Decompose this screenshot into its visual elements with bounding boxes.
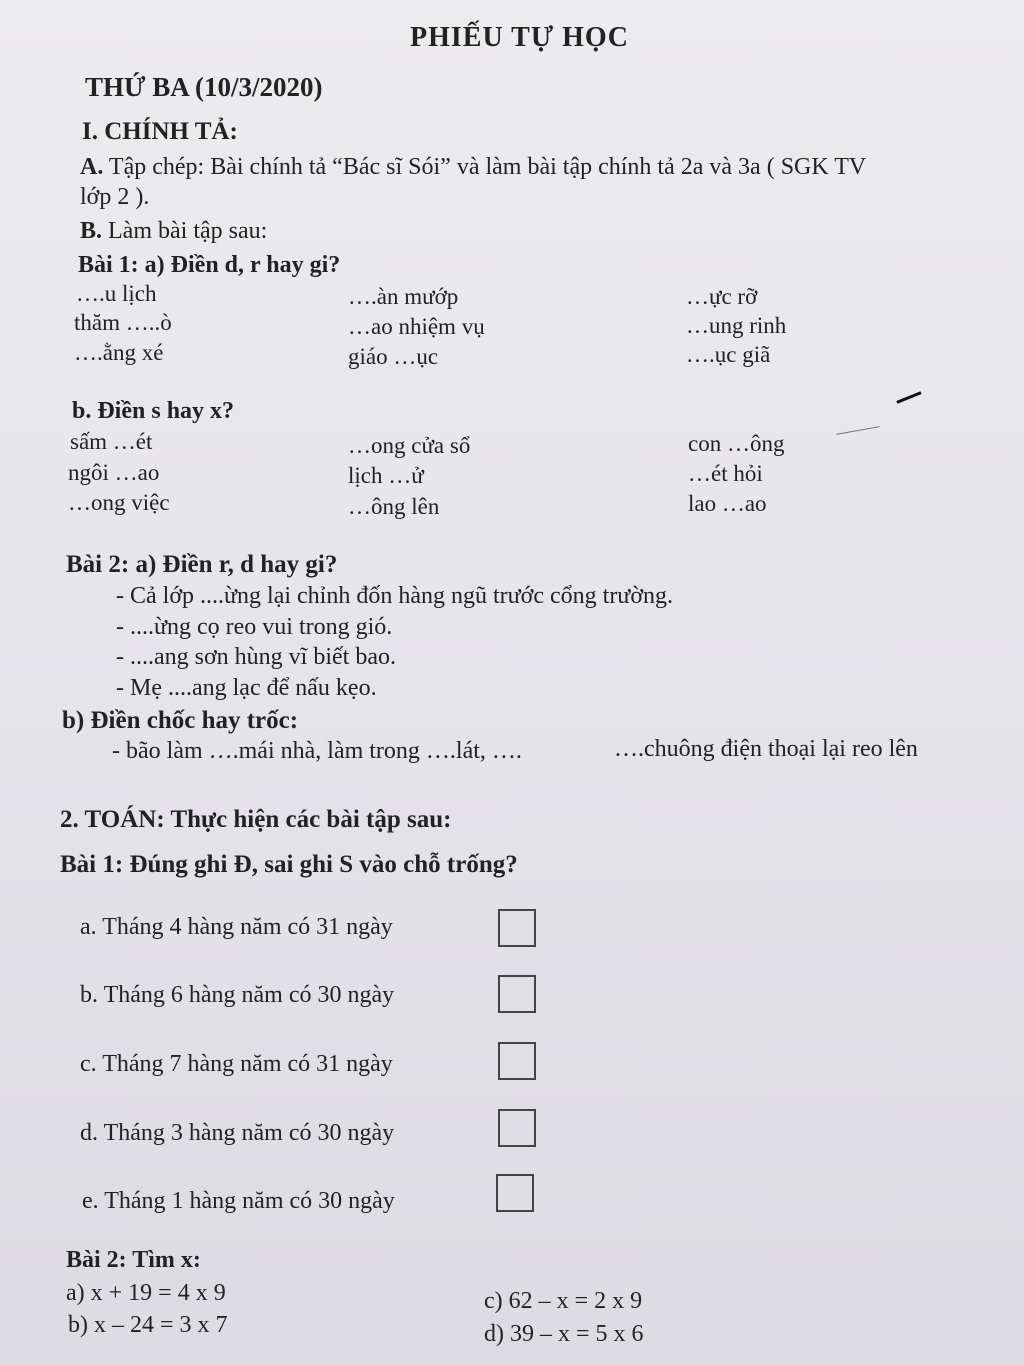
bai2b-line1: - bão làm ….mái nhà, làm trong ….lát, …. — [112, 738, 522, 764]
equation: c) 62 – x = 2 x 9 — [484, 1288, 643, 1314]
bai2-line: - ....ừng cọ reo vui trong gió. — [116, 614, 393, 640]
bai1b-heading: b. Điền s hay x? — [72, 398, 235, 424]
pen-mark — [896, 391, 921, 404]
fill-item: ….àn mướp — [348, 284, 459, 309]
fill-item: lịch …ử — [348, 463, 424, 488]
part-a-text: Tập chép: Bài chính tả “Bác sĩ Sói” và làm bài tập chính tả 2a và 3a ( SGK TV — [108, 154, 867, 180]
answer-box[interactable] — [498, 1109, 536, 1147]
worksheet-date: THỨ BA (10/3/2020) — [85, 72, 323, 102]
fill-item: …ong việc — [68, 490, 170, 515]
part-b-line — [80, 218, 267, 245]
section-chinh-ta-heading: I. CHÍNH TẢ: — [82, 118, 238, 145]
fill-item: ngôi …ao — [68, 460, 160, 485]
part-a-line1 — [80, 154, 866, 181]
fill-item: con …ông — [688, 431, 785, 456]
fill-item: …ao nhiệm vụ — [348, 314, 485, 339]
bai2-line: - ....ang sơn hùng vĩ biết bao. — [116, 644, 396, 670]
part-a-label: A. — [80, 154, 104, 180]
bai2-line: - Cả lớp ....ừng lại chỉnh đốn hàng ngũ trước cổng trường. — [116, 583, 674, 609]
part-b-label: B. — [80, 218, 103, 244]
true-false-item: a. Tháng 4 hàng năm có 31 ngày — [80, 914, 393, 940]
section-toan-heading: 2. TOÁN: Thực hiện các bài tập sau: — [60, 806, 452, 833]
fill-item: …ung rinh — [686, 313, 787, 338]
equation: d) 39 – x = 5 x 6 — [484, 1321, 644, 1347]
fill-item: lao …ao — [688, 491, 767, 516]
answer-box[interactable] — [498, 1042, 536, 1080]
fill-item: ….ục giã — [686, 342, 771, 367]
fill-item: thăm …..ò — [74, 310, 172, 335]
bai1-heading: Bài 1: a) Điền d, r hay gi? — [78, 252, 341, 278]
true-false-item: b. Tháng 6 hàng năm có 30 ngày — [80, 982, 395, 1008]
pencil-mark — [836, 426, 880, 435]
worksheet-title: PHIẾU TỰ HỌC — [410, 22, 629, 53]
fill-item: …ét hỏi — [688, 461, 763, 486]
fill-item: …ông lên — [348, 494, 440, 519]
true-false-item: d. Tháng 3 hàng năm có 30 ngày — [80, 1120, 395, 1146]
fill-item: ….ằng xé — [74, 340, 164, 365]
answer-box[interactable] — [498, 909, 536, 947]
true-false-item: e. Tháng 1 hàng năm có 30 ngày — [82, 1188, 395, 1214]
tim-x-heading: Bài 2: Tìm x: — [66, 1247, 201, 1273]
equation: a) x + 19 = 4 x 9 — [66, 1280, 226, 1306]
part-b-text: Làm bài tập sau: — [108, 218, 268, 244]
toan-bai1-label: Bài 1 — [60, 851, 115, 878]
fill-item: sấm …ét — [70, 429, 153, 454]
bai2-line: - Mẹ ....ang lạc để nấu kẹo. — [116, 675, 377, 701]
equation: b) x – 24 = 3 x 7 — [68, 1312, 228, 1338]
fill-item: ….u lịch — [76, 281, 157, 306]
true-false-item: c. Tháng 7 hàng năm có 31 ngày — [80, 1051, 393, 1077]
fill-item: …ong cửa sổ — [348, 433, 471, 458]
answer-box[interactable] — [496, 1174, 534, 1212]
answer-box[interactable] — [498, 975, 536, 1013]
bai2b-line2: ….chuông điện thoại lại reo lên — [614, 736, 918, 762]
toan-bai1-text: : Đúng ghi Đ, sai ghi S vào chỗ trống? — [114, 851, 518, 878]
part-a-line2: lớp 2 ). — [80, 184, 150, 210]
fill-item: giáo …ục — [348, 344, 439, 369]
fill-item: …ực rỡ — [686, 284, 758, 309]
toan-bai1-heading — [60, 851, 518, 879]
bai2b-heading: b) Điền chốc hay trốc: — [62, 707, 299, 734]
bai2-heading: Bài 2: a) Điền r, d hay gi? — [66, 551, 338, 578]
